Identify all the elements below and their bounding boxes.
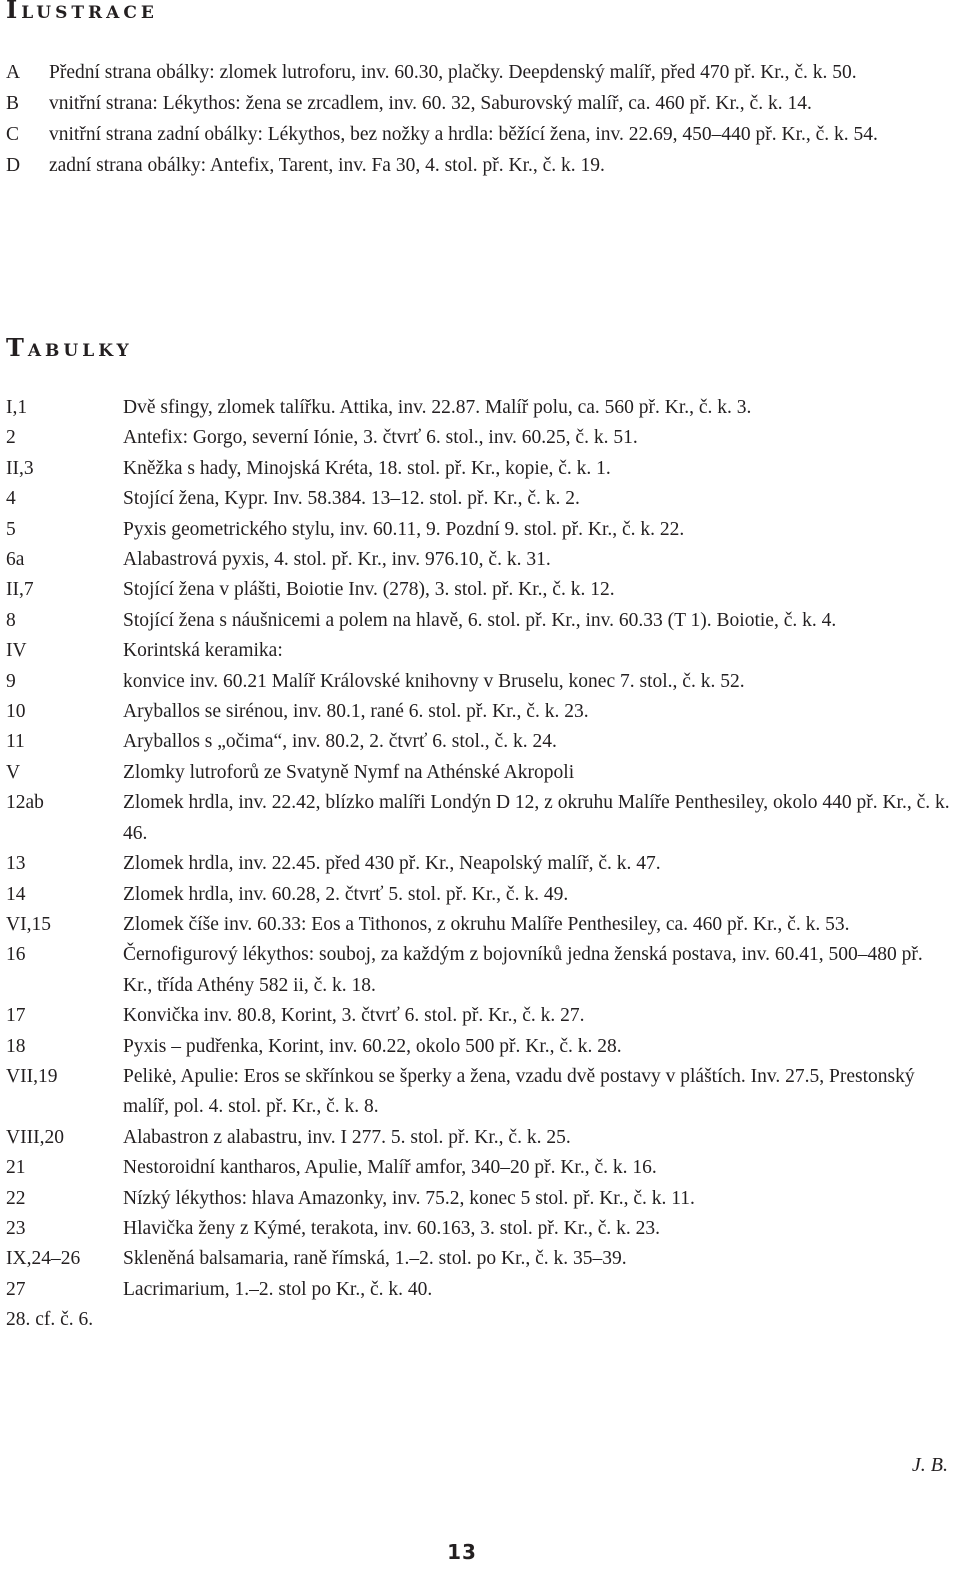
plate-text: Zlomky lutroforů ze Svatyně Nymf na Athénské Akropoli [123,761,575,783]
illustration-text: zadní strana obálky: Antefix, Tarent, inv. Fa 30, 4. stol. př. Kr., č. k. 19. [49,155,605,176]
plate-item [6,667,956,697]
plate-item [6,1275,956,1305]
plate-text: Černofigurový lékythos: souboj, za každým z bojovníků jedna ženská postava, inv. 60.41, 500–480 př. Kr., třída Athény 582 ii, č. k. 18. [123,944,923,996]
plate-key: V [6,761,21,783]
plate-item [6,575,956,605]
plate-text: Antefix: Gorgo, severní Iónie, 3. čtvrť 6. stol., inv. 60.25, č. k. 51. [123,427,638,449]
plate-text: Nízký lékythos: hlava Amazonky, inv. 75.2, konec 5 stol. př. Kr., č. k. 11. [123,1187,695,1209]
plate-item [6,484,956,514]
illustration-key: C [6,124,20,145]
plate-text: Lacrimarium, 1.–2. stol po Kr., č. k. 40. [123,1278,433,1300]
plate-key: VI,15 [6,913,51,935]
plate-key: 21 [6,1157,26,1179]
plate-text: Zlomek hrdla, inv. 22.45. před 430 př. Kr., Neapolský malíř, č. k. 47. [123,853,661,875]
plate-text: Stojící žena s náušnicemi a polem na hlavě, 6. stol. př. Kr., inv. 60.33 (T 1). Boiotie, č. k. 4. [123,609,837,631]
plate-key: 5 [6,518,16,540]
illustration-item [6,119,956,150]
plate-text: Aryballos se sirénou, inv. 80.1, rané 6. stol. př. Kr., č. k. 23. [123,701,589,723]
illustration-item [6,88,956,119]
plate-key: 8 [6,609,16,631]
plate-item [6,545,956,575]
illustration-text: vnitřní strana: Lékythos: žena se zrcadlem, inv. 60. 32, Saburovský malíř, ca. 460 př. Kr., č. k. 14. [49,93,812,114]
plate-text: Zlomek hrdla, inv. 22.42, blízko malíři Londýn D 12, z okruhu Malíře Penthesiley, okolo 440 př. Kr., č. k. 46. [123,792,950,844]
plate-item [6,1305,956,1335]
plate-key: 27 [6,1278,26,1300]
plate-item [6,880,956,910]
illustration-key: A [6,62,21,83]
plate-key: VII,19 [6,1065,58,1087]
plate-text: Pyxis geometrického stylu, inv. 60.11, 9. Pozdní 9. stol. př. Kr., č. k. 22. [123,518,685,540]
plate-item [6,788,956,849]
plate-key: 16 [6,944,26,966]
plate-key: VIII,20 [6,1126,64,1148]
illustration-text: vnitřní strana zadní obálky: Lékythos, bez nožky a hrdla: běžící žena, inv. 22.69, 450–440 př. Kr., č. k. 54. [49,124,878,145]
plate-item [6,727,956,757]
plate-text: Alabastrová pyxis, 4. stol. př. Kr., inv. 976.10, č. k. 31. [123,549,551,571]
plate-text: Pelikė, Apulie: Eros se skřínkou se šperky a žena, vzadu dvě postavy v pláštích. Inv. 27.5, Prestonský malíř, pol. 4. stol. př. Kr., č. k. 8. [123,1065,915,1118]
plate-item [6,1032,956,1062]
plate-key: 11 [6,731,25,753]
plate-item [6,940,956,1001]
illustrations-heading: Ilustrace [6,0,158,24]
plate-text: Stojící žena, Kypr. Inv. 58.384. 13–12. stol. př. Kr., č. k. 2. [123,488,580,510]
plate-text: Nestoroidní kantharos, Apulie, Malíř amfor, 340–20 př. Kr., č. k. 16. [123,1157,657,1179]
plate-text: Stojící žena v plášti, Boiotie Inv. (278), 3. stol. př. Kr., č. k. 12. [123,579,615,601]
plate-text: Pyxis – pudřenka, Korint, inv. 60.22, okolo 500 př. Kr., č. k. 28. [123,1035,622,1057]
plate-key: I,1 [6,397,28,418]
plate-item [6,758,956,788]
plate-item [6,1123,956,1153]
plate-text: Alabastron z alabastru, inv. I 277. 5. stol. př. Kr., č. k. 25. [123,1126,571,1148]
author-signature: J. B. [911,1454,948,1476]
illustration-key: B [6,93,20,114]
plate-text: Hlavička ženy z Kýmé, terakota, inv. 60.163, 3. stol. př. Kr., č. k. 23. [123,1217,661,1239]
plate-text: Dvě sfingy, zlomek talířku. Attika, inv. 22.87. Malíř polu, ca. 560 př. Kr., č. k. 3. [123,397,752,418]
plate-key: 12ab [6,792,44,814]
page-number: 13 [447,1540,477,1564]
plate-item [6,1062,956,1123]
plate-item [6,910,956,940]
plate-item [6,636,956,666]
plate-key: 28. cf. č. 6. [6,1309,94,1331]
plates-list [6,393,956,1336]
plate-item [6,393,956,423]
plate-key: 14 [6,883,26,905]
plate-key: 18 [6,1035,26,1057]
plate-item [6,1001,956,1031]
illustration-item [6,57,956,88]
plate-key: 22 [6,1187,26,1209]
plate-item [6,849,956,879]
plate-text: Zlomek hrdla, inv. 60.28, 2. čtvrť 5. stol. př. Kr., č. k. 49. [123,883,569,905]
plate-item [6,454,956,484]
plate-text [123,1305,956,1335]
plate-key: 6a [6,549,25,571]
illustration-item [6,150,956,181]
plate-text: Konvička inv. 80.8, Korint, 3. čtvrť 6. stol. př. Kr., č. k. 27. [123,1005,585,1027]
plate-key: II,3 [6,457,34,479]
plate-text: Kněžka s hady, Minojská Kréta, 18. stol. př. Kr., kopie, č. k. 1. [123,457,611,479]
plate-item [6,515,956,545]
plate-item [6,1214,956,1244]
plate-key: IV [6,640,27,662]
plate-item [6,1153,956,1183]
plate-key: IX,24–26 [6,1248,81,1270]
plate-key: 4 [6,488,16,510]
plate-item [6,423,956,453]
plate-item [6,1184,956,1214]
plate-key: 10 [6,701,26,723]
plate-key: 9 [6,670,16,692]
illustration-text: Přední strana obálky: zlomek lutroforu, inv. 60.30, plačky. Deepdenský malíř, před 470 př. Kr., č. k. 50. [49,62,857,83]
plate-item [6,697,956,727]
plate-item [6,606,956,636]
plate-item [6,1244,956,1274]
plate-key: 17 [6,1005,26,1027]
illustrations-list [6,57,956,181]
plate-text: Aryballos s „očima“, inv. 80.2, 2. čtvrť 6. stol., č. k. 24. [123,731,557,753]
plate-key: 2 [6,427,16,449]
plate-text: Zlomek číše inv. 60.33: Eos a Tithonos, z okruhu Malíře Penthesiley, ca. 460 př. Kr., č. k. 53. [123,913,850,935]
plate-text: Korintská keramika: [123,640,283,662]
plates-heading: Tabulky [6,333,133,362]
plate-key: 13 [6,853,26,875]
plate-key: II,7 [6,579,34,601]
plate-key: 23 [6,1217,26,1239]
plate-text: Skleněná balsamaria, raně římská, 1.–2. stol. po Kr., č. k. 35–39. [123,1248,627,1270]
illustration-key: D [6,155,21,176]
plate-text: konvice inv. 60.21 Malíř Královské knihovny v Bruselu, konec 7. stol., č. k. 52. [123,670,745,692]
